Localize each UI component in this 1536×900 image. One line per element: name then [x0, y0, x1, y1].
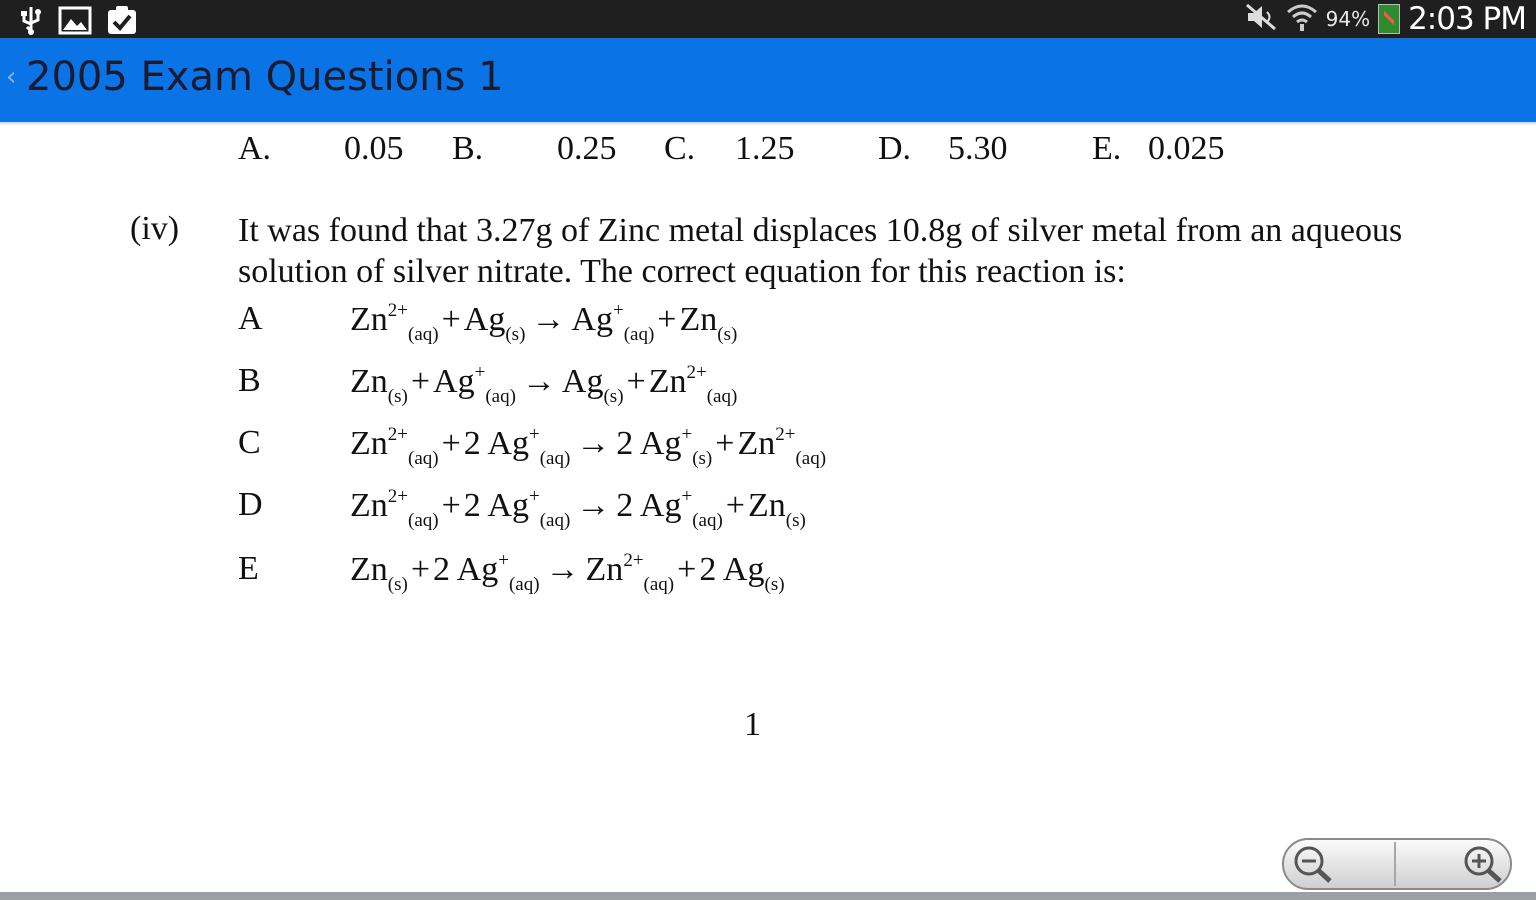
equation-operator: →: [531, 301, 566, 338]
option-equation: [350, 300, 737, 346]
question-number: (iv): [130, 210, 180, 247]
species-state: (s): [764, 574, 785, 595]
answer-letter: A.: [238, 130, 272, 167]
zoom-in-icon: [1462, 844, 1506, 884]
image-icon: [58, 5, 92, 40]
species: Zn: [350, 425, 388, 462]
species-charge: 2+: [775, 424, 796, 445]
system-icons: [1244, 0, 1526, 38]
question-text: It was found that 3.27g of Zinc metal displaces 10.8g of silver metal from an aqueous solution of silver nitrate. The correct equation for this reaction is:: [238, 212, 1403, 290]
notification-icons: [18, 4, 138, 41]
page-number: 1: [744, 706, 761, 743]
answer-letter: D.: [878, 130, 912, 167]
species-state: (aq): [408, 510, 439, 531]
option-equation: [350, 362, 737, 408]
species: 2 Ag: [433, 551, 499, 588]
option-letter: B: [238, 362, 261, 399]
species-state: (aq): [623, 324, 655, 345]
action-bar: [0, 38, 1536, 122]
species-state: (s): [717, 324, 738, 345]
species-charge: 2+: [686, 362, 707, 383]
species: Zn: [350, 551, 388, 588]
species: Ag: [561, 363, 604, 400]
species-state: (aq): [539, 448, 571, 469]
species: Zn: [747, 487, 786, 524]
bottom-bar: [0, 892, 1536, 900]
species-state: (aq): [408, 324, 439, 345]
option-equation: [350, 486, 806, 532]
species-state: (s): [387, 574, 408, 595]
species-charge: +: [474, 362, 486, 383]
equation-operator: →: [545, 551, 580, 588]
equation-operator: +: [410, 363, 431, 400]
equation-operator: +: [725, 487, 745, 524]
species: Zn: [350, 363, 388, 400]
species: Zn: [679, 301, 718, 338]
species: Zn: [350, 301, 388, 338]
usb-icon: [18, 5, 44, 40]
species: Zn: [585, 551, 624, 588]
species: 2 Ag: [616, 425, 682, 462]
answer-value: 0.05: [344, 130, 404, 167]
species-charge: 2+: [387, 300, 408, 321]
answer-value: 5.30: [948, 130, 1008, 167]
species-state: (s): [692, 448, 713, 469]
species: 2 Ag: [699, 551, 765, 588]
species-charge: +: [528, 486, 540, 507]
equation-operator: +: [657, 301, 677, 338]
species: 2 Ag: [463, 487, 529, 524]
species: Zn: [648, 363, 687, 400]
answer-value: 0.025: [1148, 130, 1225, 167]
option-equation: [350, 424, 826, 470]
equation-operator: +: [441, 425, 461, 462]
species-state: (aq): [692, 510, 723, 531]
equation-operator: +: [715, 425, 735, 462]
species-state: (aq): [643, 574, 675, 595]
equation-operator: →: [576, 425, 611, 462]
species-charge: +: [498, 550, 509, 571]
status-bar: [0, 0, 1536, 38]
answer-letter: C.: [664, 130, 696, 167]
clipboard-check-icon: [106, 4, 138, 41]
species-state: (aq): [485, 386, 516, 407]
species-charge: +: [612, 300, 624, 321]
equation-operator: +: [626, 363, 646, 400]
species: Ag: [433, 363, 475, 400]
species: 2 Ag: [463, 425, 529, 462]
species: 2 Ag: [616, 487, 682, 524]
equation-operator: +: [441, 487, 461, 524]
zoom-in-button[interactable]: [1398, 840, 1510, 888]
species-state: (s): [785, 510, 806, 531]
equation-operator: +: [677, 551, 697, 588]
equation-operator: +: [441, 301, 461, 338]
battery-percent: 94%: [1325, 7, 1371, 31]
species-charge: 2+: [623, 550, 644, 571]
equation-operator: →: [521, 363, 556, 400]
species-state: (s): [505, 324, 526, 345]
option-equation: [350, 550, 785, 596]
species-charge: 2+: [387, 424, 408, 445]
zoom-out-button[interactable]: [1284, 840, 1396, 888]
answer-value: 1.25: [735, 130, 795, 167]
species: Ag: [571, 301, 613, 338]
wifi-icon: [1286, 2, 1318, 36]
species-charge: +: [681, 486, 693, 507]
option-letter: E: [238, 550, 259, 587]
document-page[interactable]: [0, 126, 1536, 891]
species-charge: +: [528, 424, 540, 445]
species-state: (aq): [408, 448, 439, 469]
clock: 2:03 PM: [1408, 1, 1526, 37]
equation-operator: +: [410, 551, 431, 588]
zoom-out-icon: [1292, 844, 1336, 884]
species: Zn: [350, 487, 388, 524]
zoom-separator: [1394, 842, 1396, 886]
battery-icon: [1378, 4, 1400, 34]
option-letter: D: [238, 486, 263, 523]
option-letter: C: [238, 424, 261, 461]
zoom-control: [1282, 838, 1512, 890]
answer-value: 0.25: [557, 130, 617, 167]
answer-letter: B.: [452, 130, 484, 167]
page-title[interactable]: 2005 Exam Questions 1: [26, 54, 504, 100]
species-state: (aq): [539, 510, 571, 531]
species-state: (aq): [706, 386, 738, 407]
species-charge: 2+: [387, 486, 408, 507]
species: Ag: [463, 301, 506, 338]
species-charge: +: [681, 424, 693, 445]
mute-icon: [1244, 2, 1278, 36]
option-letter: A: [238, 300, 263, 337]
species-state: (s): [387, 386, 408, 407]
species-state: (aq): [795, 448, 827, 469]
species-state: (aq): [508, 574, 540, 595]
species: Zn: [737, 425, 776, 462]
chevron-left-icon[interactable]: ‹: [6, 62, 17, 92]
equation-operator: →: [576, 487, 611, 524]
answer-letter: E.: [1092, 130, 1122, 167]
species-state: (s): [603, 386, 624, 407]
